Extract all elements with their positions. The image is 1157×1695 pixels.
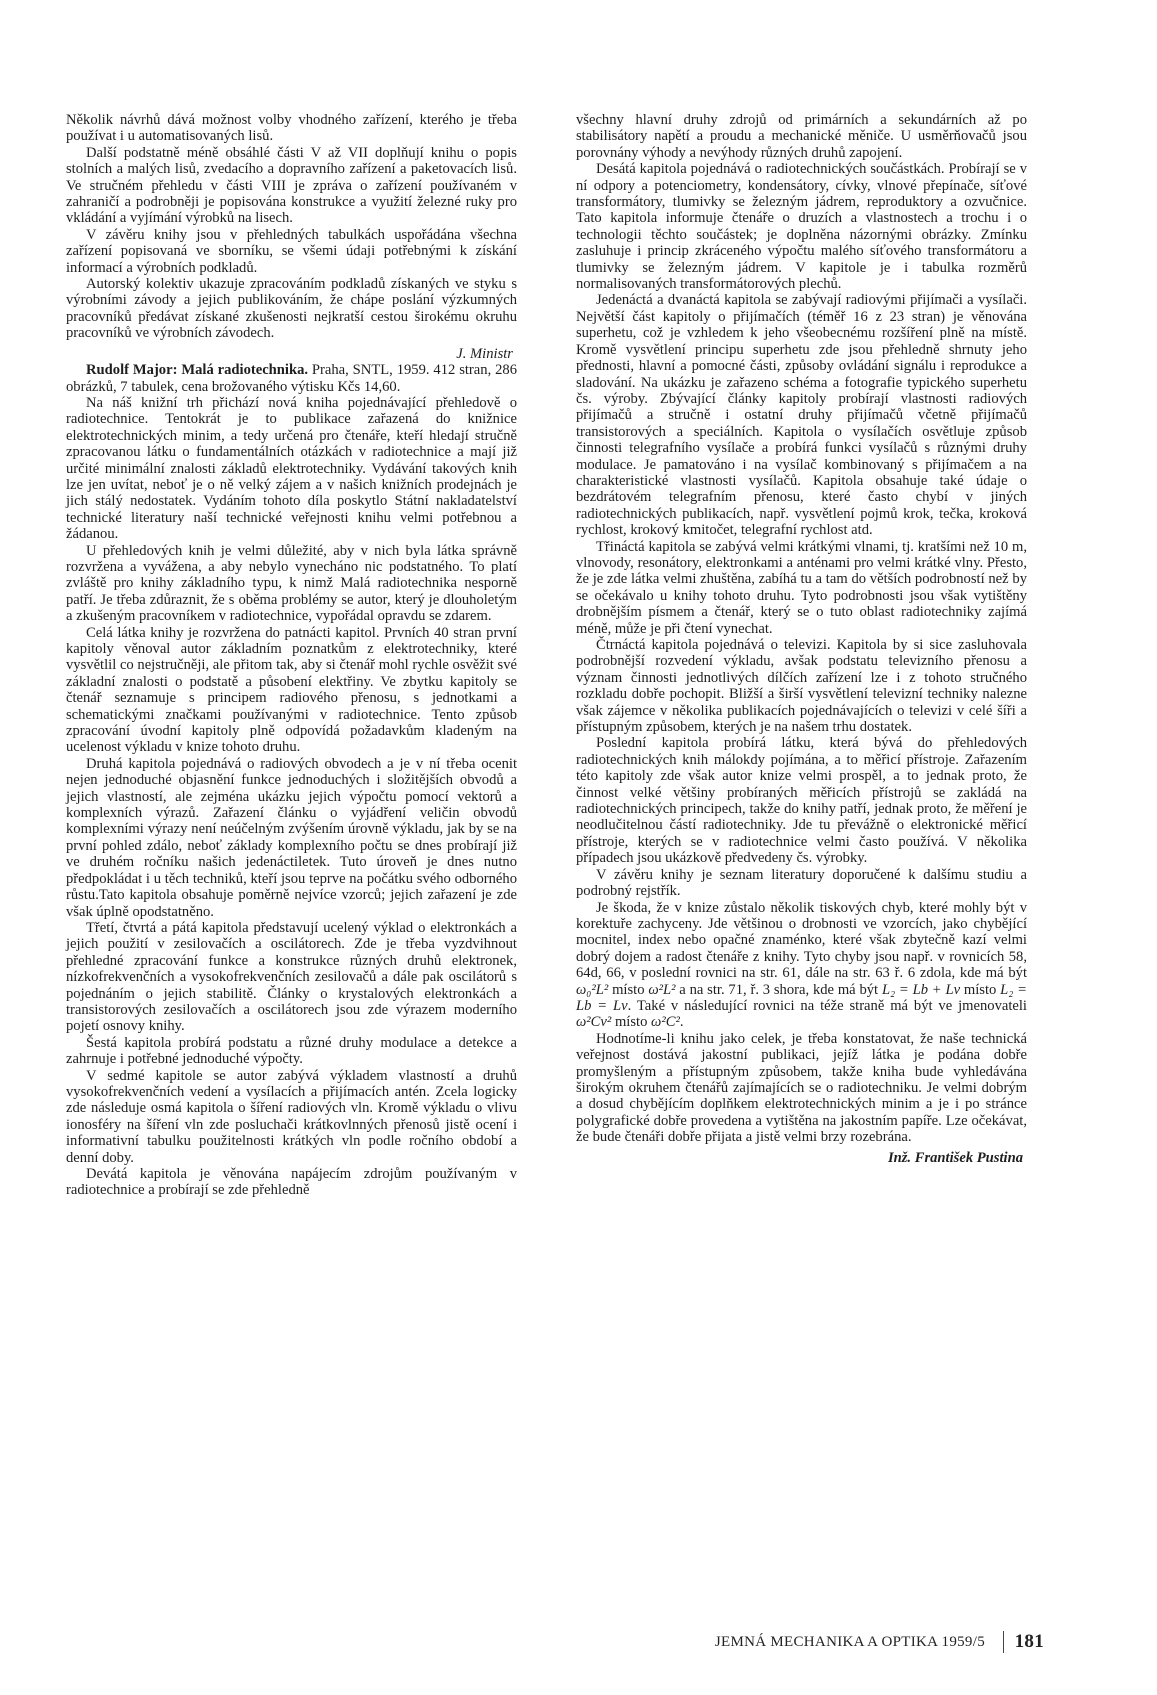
paragraph: Desátá kapitola pojednává o radiotechnických součástkách. Probírají se v ní odpory a potenciometry, kondensátory, cívky, vlnové přepínače, síťové transformátory, tlumivky se železným jádrem, reproduktory a ozvučnice. Tato kapitola informuje čtenáře o druzích a vlastnostech a trochu i o technologii těchto součástek; je doplněna názornými obrázky. Zmínku zasluhuje i princip zkráceného výpočtu malého síťového transformátoru a tlumivky se železným jádrem. V kapitole je i tabulka rozměrů normalisovaných transformátorových plechů. — [576, 161, 1027, 293]
paragraph: Několik návrhů dává možnost volby vhodného zařízení, kterého je třeba používat i u automatisovaných lisů. — [66, 112, 517, 145]
reviewer-signature: Inž. František Pustina — [887, 1149, 1023, 1166]
formula: ω₀²L² — [576, 981, 609, 998]
review-book-details: Praha, SNTL, 1959. 412 stran, 286 obrázků, 7 tabulek, cena brožovaného výtisku Kčs 14,60. — [66, 362, 517, 395]
journal-title: JEMNÁ MECHANIKA A OPTIKA 1959/5 — [714, 1634, 985, 1650]
footer-divider — [1003, 1631, 1004, 1653]
errata-text: . Také v následující rovnici na téže straně má být ve jmenovateli — [627, 997, 1027, 1014]
right-column — [576, 112, 1027, 1166]
formula: ω²L² — [648, 981, 676, 998]
page-footer — [680, 1631, 1080, 1655]
paragraph: Další podstatně méně obsáhlé části V až VII doplňují knihu o popis stolních a malých lisů, zvedacího a dopravního zařízení a paketovacích lisů. Ve stručném přehledu v části VIII je zpráva o zařízení používaném v zahraničí a podrobněji je popisována konstrukce a využití železné ruky pro vkládání a vyjímání výrobků na lisech. — [66, 144, 517, 227]
formula: L₂ = Lb + Lv — [881, 981, 961, 998]
word-misto: místo — [612, 981, 645, 998]
review-book-title: Rudolf Major: Malá radiotechnika. — [86, 362, 309, 379]
word-misto: místo — [963, 981, 997, 998]
left-column — [66, 112, 517, 1199]
paragraph: V závěru knihy jsou v přehledných tabulkách uspořádána všechna zařízení popisovaná ve sborníku, se všemi údaji potřebnými k získání informací a výrobních podkladů. — [66, 226, 517, 276]
paragraph: Na náš knižní trh přichází nová kniha pojednávající přehledově o radiotechnice. Tentokrát je to publikace zařazená do knižnice elektrotechnických minim, a tedy určená pro čtenáře, kteří hledají stručně zpracovanou látku o fundamentálních otázkách v radiotechnice a mají již určité minimální znalosti základů elektrotechniky. Vydávání takových knih lze jen uvítat, neboť je o ně velký zájem a v našich knižních prodejnách je jich stálý nedostatek. Vydáním tohoto díla poskytlo Státní nakladatelství technické literatury naší technické veřejnosti knihu velmi potřebnou a žádanou. — [66, 394, 517, 543]
paragraph: Celá látka knihy je rozvržena do patnácti kapitol. Prvních 40 stran první kapitoly věnoval autor základním poznatkům z elektrotechniky, které vysvětlil co nejstručněji, ale přitom tak, aby si čtenář mohl rychle osvěžit své základní znalosti o podstatě a působení elektřiny. Ve zbytku kapitoly se čtenář seznamuje s principem radiového přenosu, s jednotkami a schematickými značkami používanými v radiotechnice. Tento způsob zpracování úvodní kapitoly plně odpovídá požadavkům kladeným na ucelenost výkladu v knize tohoto druhu. — [66, 624, 517, 756]
paragraph: Druhá kapitola pojednává o radiových obvodech a je v ní třeba ocenit nejen jednoduché objasnění funkce jednoduchých i složitějších obvodů a jejich vlastností, ale zejména ukázku jejich výpočtu pomocí vektorů a komplexních výrazů. Zařazení článku o vyjádření veličin obvodů komplexními výrazy není neúčelným zvýšením úrovně výkladu, jak by se na první pohled zdálo, neboť základy komplexního počtu se dnes probírají již ve druhém ročníku našich jedenáctiletek. Tuto úroveň je dnes nutno předpokládat i u těch techniků, kteří jsou teprve na počátku svého odborného růstu.Tato kapitola obsahuje poměrně nejvíce vzorců; jejich zařazení je zde však úplně opodstatněno. — [66, 755, 517, 920]
word-misto: místo — [614, 1014, 648, 1031]
review-heading — [66, 362, 517, 395]
paragraph: Devátá kapitola je věnována napájecím zdrojům používaným v radiotechnice a probírají se zde přehledně — [66, 1166, 517, 1199]
paragraph: všechny hlavní druhy zdrojů od primárních a sekundárních až po stabilisátory napětí a proudu a mechanické měniče. U usměrňovačů jsou porovnány výhody a nevýhody různých druhů zapojení. — [576, 112, 1027, 161]
paragraph: V sedmé kapitole se autor zabývá výkladem vlastností a druhů vysokofrekvenčních vedení a vysílacích a přijímacích antén. Zcela logicky zde následuje osmá kapitola o šíření radiových vln. Kromě výkladu o vlivu ionosféry na šíření vln zde posluchači krátkovlnných přenosů jistě ocení i informativní tabulku použitelnosti krátkých vln podle ročního období a denní doby. — [66, 1067, 517, 1166]
paragraph: Čtrnáctá kapitola pojednává o televizi. Kapitola by si sice zasluhovala podrobnější rozvedení výkladu, avšak podstatu televizního přenosu a význam činnosti jednotlivých dílčích zařízení lze i z tohoto stručného rozkladu dobře pochopit. Bližší a širší vysvětlení televizní techniky nalezne však zájemce v několika publikacích pojednávajících o televizi v celé šíři a přístupným způsobem, kterých je na našem trhu dostatek. — [576, 637, 1027, 736]
paragraph: Šestá kapitola probírá podstatu a různé druhy modulace a detekce a zahrnuje i potřebné jednoduché výpočty. — [66, 1034, 517, 1068]
errata-paragraph — [576, 900, 1027, 1031]
paragraph: Autorský kolektiv ukazuje zpracováním podkladů získaných ve styku s výrobními závody a jejich publikováním, že chápe poslání výzkumných pracovníků předávat získané zkušenosti nejkratší cestou širokému okruhu pracovníků ve výrobních závodech. — [66, 276, 517, 342]
formula: ω²C² — [651, 1014, 680, 1031]
errata-text: Je škoda, že v knize zůstalo několik tiskových chyb, které mohly být v korektuře zachyceny. Jde většinou o drobnosti ve vzorcích, jako chybějící mocnitel, index nebo opačné znaménko, které však zbytečně kazí velmi dobrý dojem a radost čtenáře z knihy. Tyto chyby jsou např. v rovnicích 58, 64d, 66, v poslední rovnici na str. 61, dále na str. 63 ř. 6 zdola, kde má být — [576, 899, 1027, 982]
errata-text: a na str. 71, ř. 3 shora, kde má být — [679, 981, 879, 998]
page-number: 181 — [1014, 1631, 1044, 1652]
paragraph: V závěru knihy je seznam literatury doporučené k dalšímu studiu a podrobný rejstřík. — [576, 866, 1027, 900]
paragraph: Třetí, čtvrtá a pátá kapitola představují ucelený výklad o elektronkách a jejich použití v zesilovačích a oscilátorech. Zde je třeba vyzdvihnout přehledné zpracování funkce a konstrukce různých druhů elektronek, nízkofrekvenčních a vysokofrekvenčních zesilovačů a dále pak oscilátorů s pojednáním o jejich stabilitě. Články o krystalových elektronkách a transistorových zesilovačích a oscilátorech jsou zde výrazem moderního pojetí osnovy knihy. — [66, 919, 517, 1035]
paragraph: Hodnotíme-li knihu jako celek, je třeba konstatovat, že naše technická veřejnost dostává jakostní publikaci, jejíž látka je podána dobře promyšleným a přístupným způsobem, takže kniha bude vyhledávána širokým okruhem čtenářů zajímajících se o radiotechniku. Je velmi dobrým a dosud chybějícím doplňkem elektrotechnických minim a je i po stránce polygrafické dobře provedena a vytištěna na jakostním papíře. Lze očekávat, že bude čtenáři dobře přijata a jistě velmi brzy rozebrána. — [576, 1030, 1027, 1146]
paragraph: Jedenáctá a dvanáctá kapitola se zabývají radiovými přijímači a vysílači. Největší část kapitoly o přijímačích (téměř 16 z 23 stran) je věnována superhetu, což je vzhledem k jeho všeobecnému rozšíření plně na místě. Kromě vysvětlení principu superhetu zde jsou přehledně shrnuty jeho přednosti, hlavní a pomocné části, způsoby ovládání signálu i reprodukce a sladování. Na ukázku je zařazeno schéma a fotografie typického superhetu čs. výroby. Zbývající články kapitoly probírají vlastnosti radiových přijímačů a stručně i ostatní druhy přijímačů včetně přijímačů transistorových a speciálních. Kapitola o vysílačích osvětluje způsob činnosti telegrafního vysílače a probírá funkci vysílačů s různými druhy modulace. Je pamatováno i na vysílač kombinovaný s přijímačem a na charakteristické vlastnosti vysílačů. Kapitola obsahuje také údaje o bezdrátovém telegrafním přenosu, které často chybí v jiných radiotechnických publikacích, např. vysvětlení pojmů krok, tečka, kroková rychlost, krokový kmitočet, telegrafní rychlost atd. — [576, 292, 1027, 539]
reviewer-signature: J. Ministr — [456, 345, 513, 362]
paragraph: Třináctá kapitola se zabývá velmi krátkými vlnami, tj. kratšími než 10 m, vlnovody, resonátory, elektronkami a anténami pro velmi krátké vlny. Přesto, že je zde látka velmi zhuštěna, zabíhá tu a tam do větších podrobností než by se očekávalo u knihy tohoto druhu. Tyto podrobnosti jsou však vytištěny drobnějším písmem a čtenář, který se o tuto oblast radiotechniky zajímá méně, může je při čtení vynechat. — [576, 538, 1027, 637]
formula: L₂ = Lb = Lv — [576, 981, 1027, 1014]
paragraph: U přehledových knih je velmi důležité, aby v nich byla látka správně rozvržena a vyvážena, a aby nebylo vynecháno nic podstatného. To platí zvláště pro knihy základního typu, k nimž Malá radiotechnika nesporně patří. Je třeba zdůraznit, že s oběma problémy se autor, který je dlouholetým a zkušeným pracovníkem v radiotechnice, vypořádal opravdu se zdarem. — [66, 542, 517, 625]
errata-text: . — [679, 1014, 684, 1031]
formula: ω²Cv² — [576, 1014, 612, 1031]
paragraph: Poslední kapitola probírá látku, která bývá do přehledových radiotechnických knih málokdy pojímána, a to měřicí přístroje. Zařazením této kapitoly zde však autor knize velmi prospěl, a to jednak proto, že činnost velké většiny probíraných měřicích přístrojů se zakládá na radiotechnických principech, takže do knihy patří, jednak proto, že měření je neodlučitelnou částí radiotechniky. Jde tu převážně o elektronické měřicí přístroje, kterých se v radiotechnice velmi často používá. V několika případech jsou ukázkově předvedeny čs. výrobky. — [576, 735, 1027, 867]
